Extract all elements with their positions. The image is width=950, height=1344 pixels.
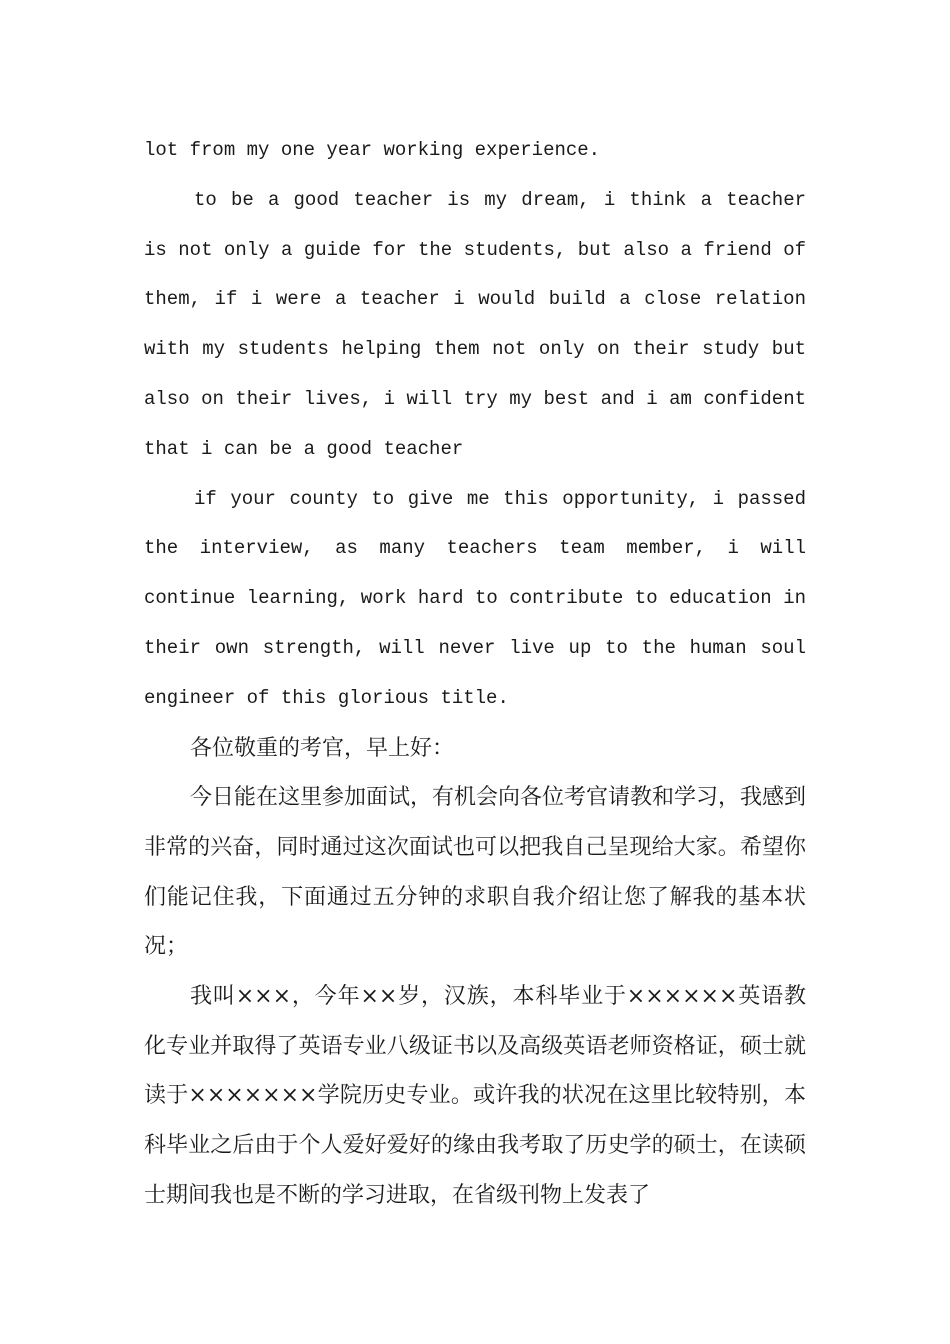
document-body (144, 126, 806, 1221)
paragraph-zh-greeting: 各位敬重的考官，早上好： (190, 735, 455, 761)
paragraph-en-2: to be a good teacher is my dream, i think a teacher is not only a guide for the students, but also a friend of them, if i were a teacher i would build a close relation with my students helping them not only on their study but also on their lives, i will try my best and i am confident that i can be a good teacher (144, 188, 806, 460)
paragraph-zh-intro: 今日能在这里参加面试，有机会向各位考官请教和学习，我感到非常的兴奋，同时通过这次面试也可以把我自己呈现给大家。希望你们能记住我，下面通过五分钟的求职自我介绍让您了解我的基本状况； (144, 785, 807, 960)
paragraph-zh-background: 我叫×××，今年××岁，汉族，本科毕业于××××××英语教化专业并取得了英语专业八级证书以及高级英语老师资格证，硕士就读于×××××××学院历史专业。或许我的状况在这里比较特别，本科毕业之后由于个人爱好爱好的缘由我考取了历史学的硕士，在读硕士期间我也是不断的学习进取，在省级刊物上发表了 (144, 984, 806, 1208)
paragraph-en-3: if your county to give me this opportunity, i passed the interview, as many teachers team member, i will continue learning, work hard to contribute to education in their own strength, will never live up to the human soul engineer of this glorious title. (144, 487, 806, 709)
paragraph-en-1: lot from my one year working experience. (144, 139, 601, 161)
